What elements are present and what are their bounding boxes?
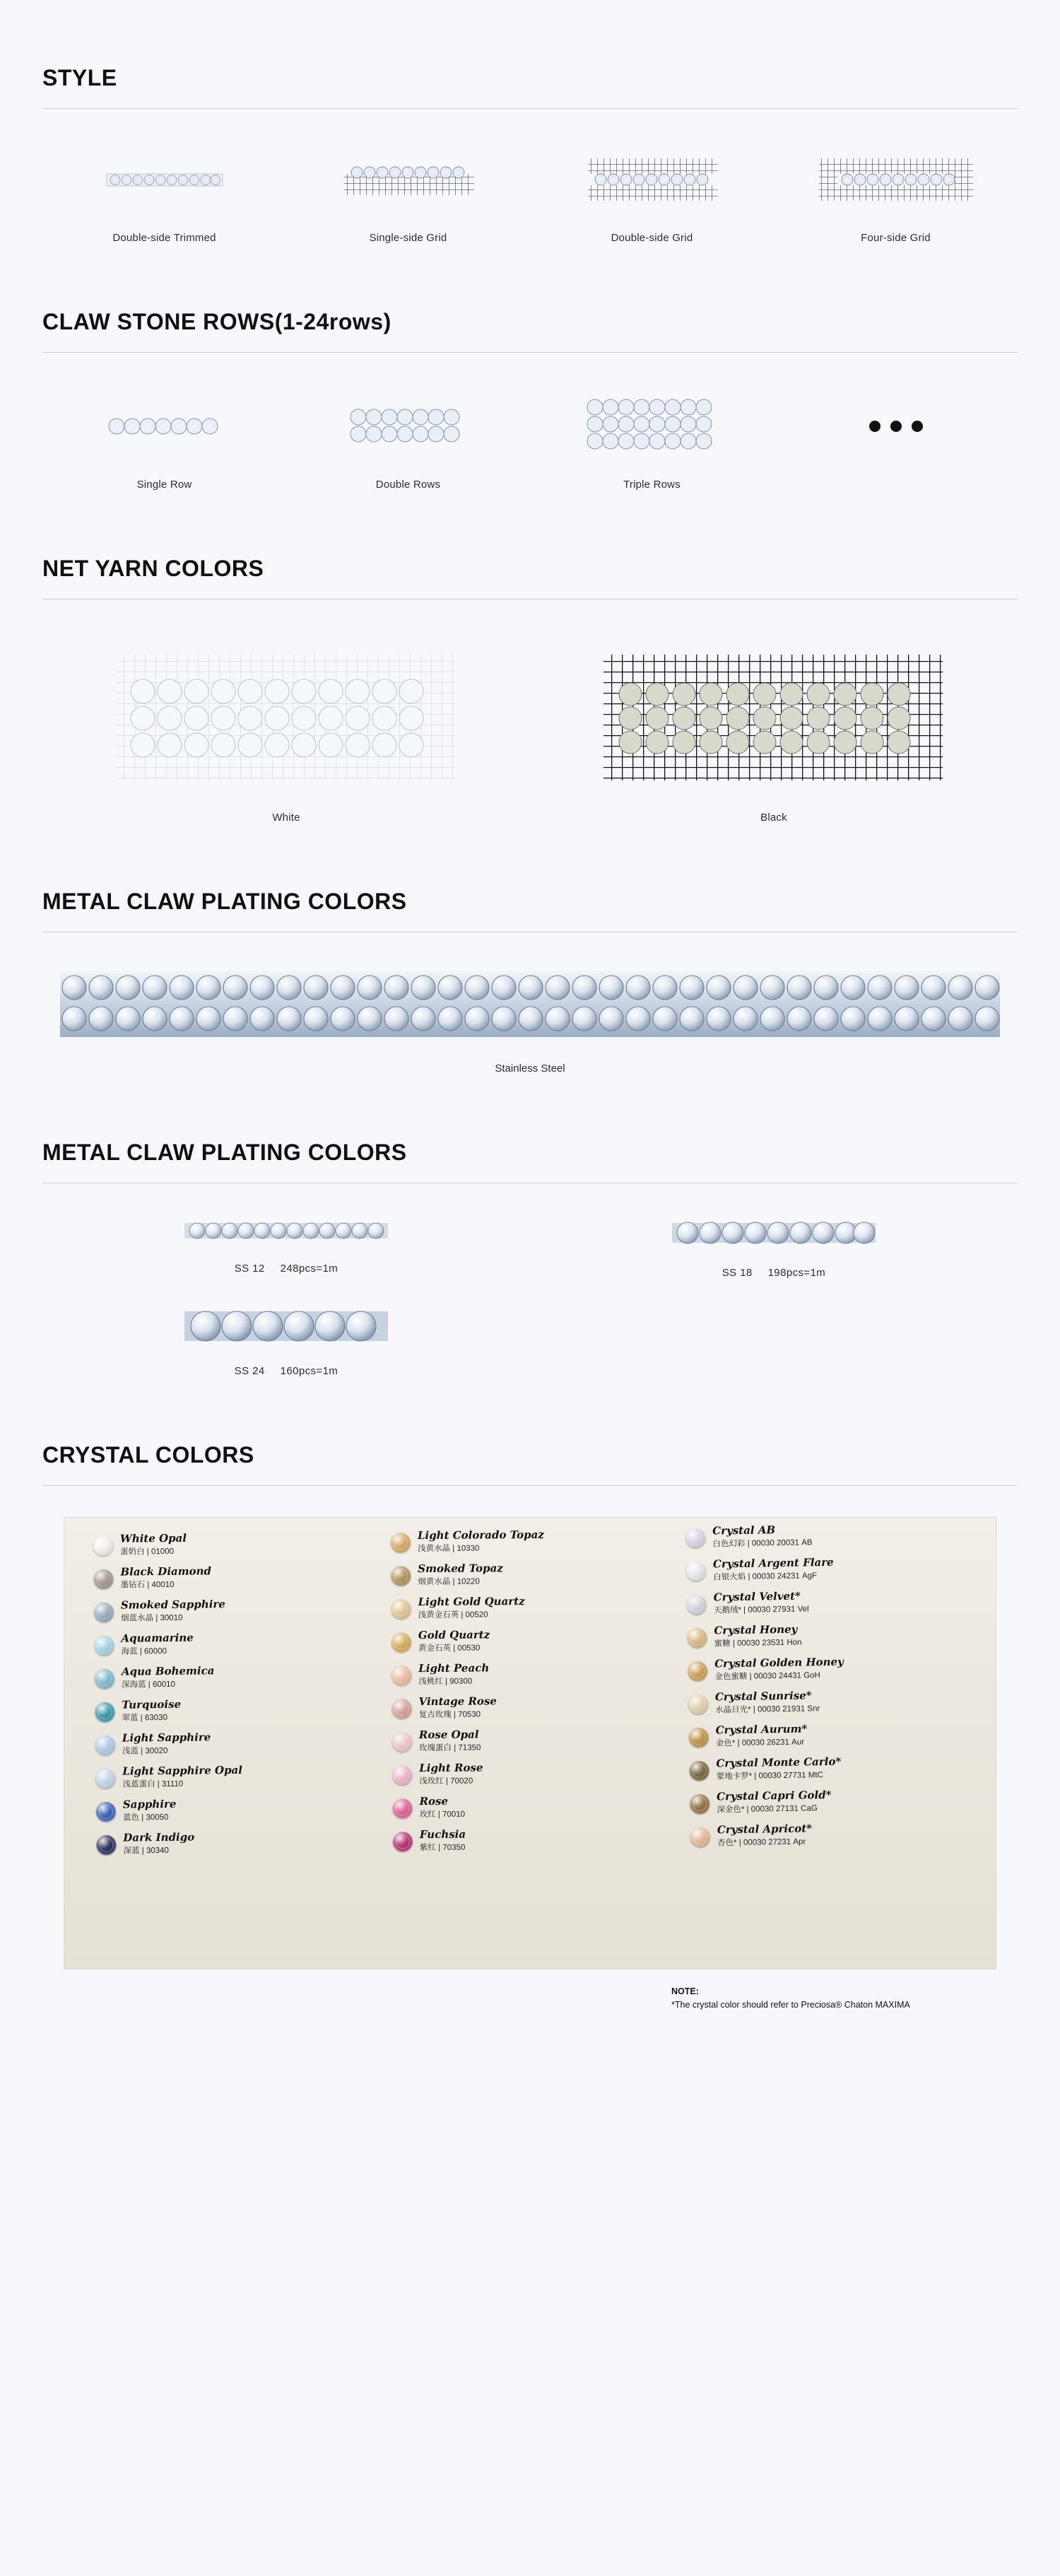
- crystal-name-en: Smoked Topaz: [418, 1562, 503, 1576]
- crystal-swatch[interactable]: [688, 1653, 967, 1685]
- crystal-name-cn: 深海蓝 | 60010: [122, 1680, 176, 1690]
- black-mesh-art: [601, 650, 947, 785]
- crystal-stone-icon: [94, 1603, 114, 1622]
- crystal-swatch[interactable]: [95, 1662, 373, 1693]
- crystal-name-cn: 浅黄水晶 | 10330: [418, 1544, 480, 1554]
- crystal-stone-icon: [94, 1636, 114, 1656]
- single-row-art: [101, 392, 228, 460]
- crystal-swatch[interactable]: [392, 1726, 671, 1757]
- style-item-double-side-trimmed[interactable]: [42, 146, 286, 244]
- style-swatch-row: [42, 109, 1018, 244]
- double-grid-strip-art: [578, 146, 726, 213]
- single-grid-svg: [334, 151, 483, 208]
- style-item-label: Double-side Grid: [611, 232, 693, 244]
- net-yarn-item-black[interactable]: [601, 650, 947, 824]
- ss18-svg: [668, 1214, 880, 1251]
- net-yarn-label: Black: [760, 812, 787, 824]
- crystal-stone-icon: [392, 1765, 412, 1785]
- section-title-sizes: METAL CLAW PLATING COLORS: [42, 1140, 407, 1165]
- crystal-name-en: Vintage Rose: [418, 1694, 497, 1709]
- rows-item-label: Double Rows: [375, 479, 441, 491]
- rows-item-single[interactable]: [42, 392, 286, 491]
- crystal-name-cn: 烟黄水晶 | 10220: [418, 1577, 480, 1587]
- crystal-columns: [64, 1518, 996, 1969]
- crystal-swatch[interactable]: [393, 1826, 671, 1856]
- crystal-stone-icon: [95, 1769, 115, 1788]
- crystal-column-3: [685, 1520, 971, 1955]
- rows-item-label: Triple Rows: [623, 479, 681, 491]
- rows-item-label: Single Row: [136, 479, 192, 491]
- crystal-name-en: Light Gold Quartz: [418, 1595, 525, 1609]
- crystal-name-en: Crystal Capri Gold*: [716, 1788, 832, 1803]
- crystal-name-cn: 杏色* | 00030 27231 Apr: [717, 1837, 806, 1848]
- crystal-stone-icon: [393, 1798, 413, 1818]
- crystal-stone-icon: [391, 1632, 411, 1652]
- crystal-stone-icon: [393, 1832, 413, 1851]
- crystal-name-cn: 蓝色 | 30050: [122, 1813, 169, 1822]
- crystal-name-cn: 浅蓝蛋白 | 31110: [122, 1779, 184, 1789]
- crystal-stone-icon: [687, 1595, 707, 1615]
- section-title-net-yarn: NET YARN COLORS: [42, 556, 264, 581]
- crystal-swatch[interactable]: [686, 1553, 965, 1586]
- crystal-name-en: Crystal AB: [712, 1523, 776, 1538]
- crystal-swatch[interactable]: [95, 1695, 373, 1726]
- style-item-label: Double-side Trimmed: [112, 232, 216, 244]
- crystal-name-cn: 紫红 | 70350: [419, 1843, 466, 1853]
- crystal-name-cn: 浅桃红 | 90300: [418, 1677, 473, 1687]
- four-grid-strip-art: [815, 146, 977, 213]
- note-block: [64, 1985, 996, 2013]
- crystal-stone-icon: [687, 1628, 707, 1648]
- four-grid-svg: [815, 151, 977, 208]
- note-text: *The crystal color should refer to Preciosa® Chaton MAXIMA: [671, 2000, 910, 2010]
- section-metal-claw-plating: [42, 824, 1018, 1075]
- crystal-stone-icon: [686, 1562, 706, 1581]
- note-title: NOTE:: [671, 1986, 699, 1996]
- single-row-svg: [101, 405, 228, 447]
- crystal-swatch[interactable]: [94, 1596, 372, 1627]
- section-title-crystal: CRYSTAL COLORS: [42, 1442, 254, 1468]
- crystal-stone-icon: [96, 1802, 116, 1822]
- crystal-name-cn: 白银火焰 | 00030 24231 AgF: [713, 1571, 818, 1582]
- single-grid-strip-art: [334, 146, 483, 213]
- size-item-empty: [530, 1303, 1018, 1377]
- double-row-art: [341, 392, 476, 460]
- crystal-swatch[interactable]: [688, 1719, 967, 1752]
- crystal-name-cn: 海蓝 | 60000: [121, 1646, 167, 1656]
- crystal-name-en: Rose Opal: [418, 1728, 479, 1742]
- style-item-four-side-grid[interactable]: [774, 146, 1018, 244]
- crystal-name-cn: 蜜糖 | 00030 23531 Hon: [714, 1638, 802, 1649]
- crystal-swatch[interactable]: [690, 1819, 970, 1851]
- crystal-name-en: Dark Indigo: [123, 1830, 195, 1844]
- crystal-swatch[interactable]: [94, 1629, 372, 1660]
- size-caption: [235, 1263, 338, 1275]
- stainless-strip-svg: [60, 965, 1000, 1043]
- size-label: SS 24: [234, 1365, 265, 1377]
- section-sizes: [42, 1075, 1018, 1377]
- crystal-stone-icon: [391, 1566, 411, 1586]
- crystal-stone-icon: [392, 1732, 412, 1752]
- crystal-swatch[interactable]: [95, 1762, 374, 1793]
- ss12-svg: [180, 1214, 392, 1247]
- size-caption: [235, 1365, 338, 1377]
- crystal-swatch[interactable]: [93, 1562, 372, 1593]
- crystal-name-cn: 白色幻彩 | 00030 20031 AB: [712, 1538, 813, 1549]
- crystal-name-cn: 烟蓝水晶 | 30010: [121, 1613, 183, 1623]
- section-crystal-colors: [42, 1377, 1018, 2013]
- crystal-swatch[interactable]: [96, 1828, 375, 1859]
- crystal-name-cn: 玫瑰蛋白 | 71350: [418, 1743, 481, 1753]
- crystal-stone-icon: [689, 1761, 709, 1781]
- crystal-swatch[interactable]: [95, 1728, 374, 1760]
- crystal-name-cn: 翠蓝 | 63030: [122, 1713, 167, 1723]
- crystal-swatch[interactable]: [391, 1627, 670, 1657]
- crystal-name-cn: 金色蜜糖 | 00030 24431 GoH: [714, 1671, 820, 1682]
- style-item-label: Single-side Grid: [369, 232, 447, 244]
- crystal-color-chart-photo[interactable]: [64, 1517, 996, 1969]
- style-item-double-side-grid[interactable]: [530, 146, 774, 244]
- crystal-swatch[interactable]: [391, 1660, 670, 1690]
- crystal-name-cn: 浅黄金石英 | 00520: [418, 1610, 488, 1620]
- crystal-name-cn: 浅玫红 | 70020: [419, 1776, 473, 1786]
- crystal-name-en: Black Diamond: [120, 1564, 212, 1579]
- stainless-steel-strip-art: [60, 965, 1000, 1043]
- crystal-swatch[interactable]: [392, 1760, 671, 1790]
- crystal-name-cn: 黄金石英 | 00530: [418, 1644, 481, 1653]
- crystal-name-en: Crystal Sunrise*: [714, 1689, 812, 1704]
- crystal-name-en: Crystal Golden Honey: [714, 1655, 844, 1670]
- crystal-name-cn: 蒙地卡罗* | 00030 27731 MtC: [716, 1771, 824, 1781]
- crystal-stone-icon: [391, 1665, 411, 1685]
- crystal-name-en: Crystal Honey: [714, 1622, 798, 1637]
- double-grid-svg: [578, 151, 726, 208]
- crystal-name-en: Light Rose: [419, 1761, 483, 1775]
- size-density: 198pcs=1m: [767, 1267, 826, 1279]
- style-item-label: Four-side Grid: [861, 232, 931, 244]
- crystal-stone-icon: [689, 1728, 709, 1747]
- size-item-ss18[interactable]: [530, 1214, 1018, 1279]
- crystal-stone-icon: [96, 1835, 116, 1855]
- crystal-stone-icon: [95, 1735, 115, 1755]
- crystal-stone-icon: [93, 1569, 113, 1589]
- crystal-stone-icon: [95, 1702, 114, 1722]
- crystal-swatch[interactable]: [685, 1520, 965, 1552]
- crystal-stone-icon: [95, 1669, 114, 1689]
- crystal-stone-icon: [391, 1599, 411, 1619]
- crystal-swatch[interactable]: [687, 1586, 966, 1619]
- crystal-name-en: Light Colorado Topaz: [417, 1528, 544, 1542]
- crystal-stone-icon: [93, 1536, 113, 1556]
- rows-item-triple[interactable]: [530, 392, 774, 491]
- crystal-name-cn: 金色* | 00030 26231 Aur: [715, 1738, 805, 1748]
- trimmed-strip-art: [94, 146, 235, 213]
- crystal-swatch[interactable]: [391, 1693, 670, 1723]
- crystal-column-1: [93, 1529, 376, 1963]
- crystal-swatch[interactable]: [391, 1560, 669, 1591]
- crystal-name-en: Aqua Bohemica: [121, 1664, 215, 1678]
- triple-row-art: [578, 392, 726, 460]
- rows-item-more: [774, 392, 1018, 491]
- size-item-ss24[interactable]: [42, 1303, 530, 1377]
- ss24-strip-art: [180, 1303, 392, 1350]
- crystal-name-en: Aquamarine: [121, 1631, 194, 1645]
- crystal-name-cn: 深金色* | 00030 27131 CaG: [717, 1804, 818, 1815]
- size-density: 160pcs=1m: [280, 1365, 338, 1377]
- net-yarn-row: [42, 599, 1018, 824]
- plating-caption: Stainless Steel: [495, 1062, 565, 1075]
- crystal-name-cn: 深蓝 | 30340: [123, 1846, 169, 1856]
- crystal-name-cn: 天鹅绒* | 00030 27931 Vel: [713, 1605, 809, 1615]
- section-title-rows: CLAW STONE ROWS(1-24rows): [42, 309, 391, 334]
- triple-row-svg: [578, 394, 726, 458]
- size-caption: [722, 1267, 825, 1279]
- plating-wrap[interactable]: [42, 932, 1018, 1075]
- crystal-name-cn: 墨钻石 | 40010: [120, 1580, 175, 1590]
- section-style: [42, 0, 1018, 244]
- crystal-name-en: Rose: [419, 1795, 449, 1808]
- crystal-swatch[interactable]: [688, 1686, 967, 1719]
- net-yarn-item-white[interactable]: [113, 650, 459, 824]
- white-mesh-svg: [113, 650, 459, 785]
- size-item-ss12[interactable]: [42, 1214, 530, 1279]
- crystal-stone-icon: [685, 1528, 705, 1548]
- crystal-stone-icon: [690, 1827, 710, 1847]
- crystal-swatch[interactable]: [96, 1795, 375, 1826]
- divider: [42, 1485, 1018, 1486]
- trimmed-strip-svg: [94, 155, 235, 204]
- section-net-yarn-colors: [42, 491, 1018, 824]
- ss18-strip-art: [668, 1214, 880, 1251]
- crystal-swatch[interactable]: [391, 1527, 669, 1557]
- crystal-name-cn: 玫红 | 70010: [419, 1810, 466, 1820]
- crystal-swatch[interactable]: [93, 1529, 372, 1560]
- black-mesh-svg: [601, 650, 947, 785]
- ss12-strip-art: [180, 1214, 392, 1247]
- crystal-name-en: Crystal Aurum*: [715, 1722, 808, 1737]
- crystal-stone-icon: [690, 1794, 709, 1814]
- size-grid: [42, 1183, 1018, 1377]
- crystal-name-en: Fuchsia: [419, 1827, 466, 1842]
- white-mesh-art: [113, 650, 459, 785]
- crystal-name-en: Light Sapphire: [122, 1731, 211, 1745]
- double-row-svg: [341, 402, 476, 451]
- section-title-style: STYLE: [42, 65, 117, 90]
- rows-swatch-row: [42, 353, 1018, 491]
- crystal-swatch[interactable]: [690, 1786, 969, 1818]
- ellipsis-icon: [869, 392, 923, 460]
- size-density: 248pcs=1m: [280, 1263, 338, 1275]
- crystal-name-en: Crystal Velvet*: [713, 1589, 801, 1604]
- crystal-name-en: Light Peach: [418, 1661, 490, 1675]
- crystal-swatch[interactable]: [391, 1593, 670, 1624]
- size-label: SS 12: [234, 1263, 265, 1275]
- crystal-name-en: Crystal Apricot*: [717, 1822, 813, 1837]
- net-yarn-label: White: [272, 812, 300, 824]
- crystal-name-en: Light Sapphire Opal: [122, 1764, 243, 1778]
- size-label: SS 18: [722, 1267, 753, 1279]
- rows-item-double[interactable]: [286, 392, 530, 491]
- crystal-swatch[interactable]: [687, 1620, 966, 1652]
- crystal-name-cn: 蛋奶白 | 01000: [120, 1547, 175, 1557]
- section-title-plating: METAL CLAW PLATING COLORS: [42, 889, 407, 914]
- crystal-name-en: Gold Quartz: [418, 1628, 490, 1642]
- crystal-name-cn: 水晶日光* | 00030 21931 Snr: [715, 1704, 820, 1715]
- crystal-name-en: White Opal: [119, 1531, 187, 1545]
- crystal-name-en: Crystal Monte Carlo*: [716, 1755, 842, 1770]
- crystal-stone-icon: [688, 1661, 707, 1681]
- crystal-stone-icon: [688, 1694, 708, 1714]
- style-item-single-side-grid[interactable]: [286, 146, 530, 244]
- crystal-name-en: Smoked Sapphire: [120, 1598, 225, 1612]
- crystal-column-2: [391, 1527, 672, 1960]
- crystal-name-en: Sapphire: [122, 1798, 177, 1811]
- crystal-name-cn: 浅蓝 | 30020: [122, 1746, 168, 1756]
- crystal-stone-icon: [391, 1533, 411, 1552]
- ss24-svg: [180, 1303, 392, 1350]
- crystal-name-cn: 复古玫瑰 | 70530: [418, 1710, 481, 1720]
- crystal-stone-icon: [392, 1699, 412, 1719]
- crystal-swatch[interactable]: [392, 1793, 671, 1823]
- crystal-name-en: Turquoise: [122, 1697, 182, 1711]
- section-claw-stone-rows: [42, 244, 1018, 491]
- crystal-swatch[interactable]: [689, 1752, 968, 1785]
- crystal-name-en: Crystal Argent Flare: [712, 1556, 834, 1571]
